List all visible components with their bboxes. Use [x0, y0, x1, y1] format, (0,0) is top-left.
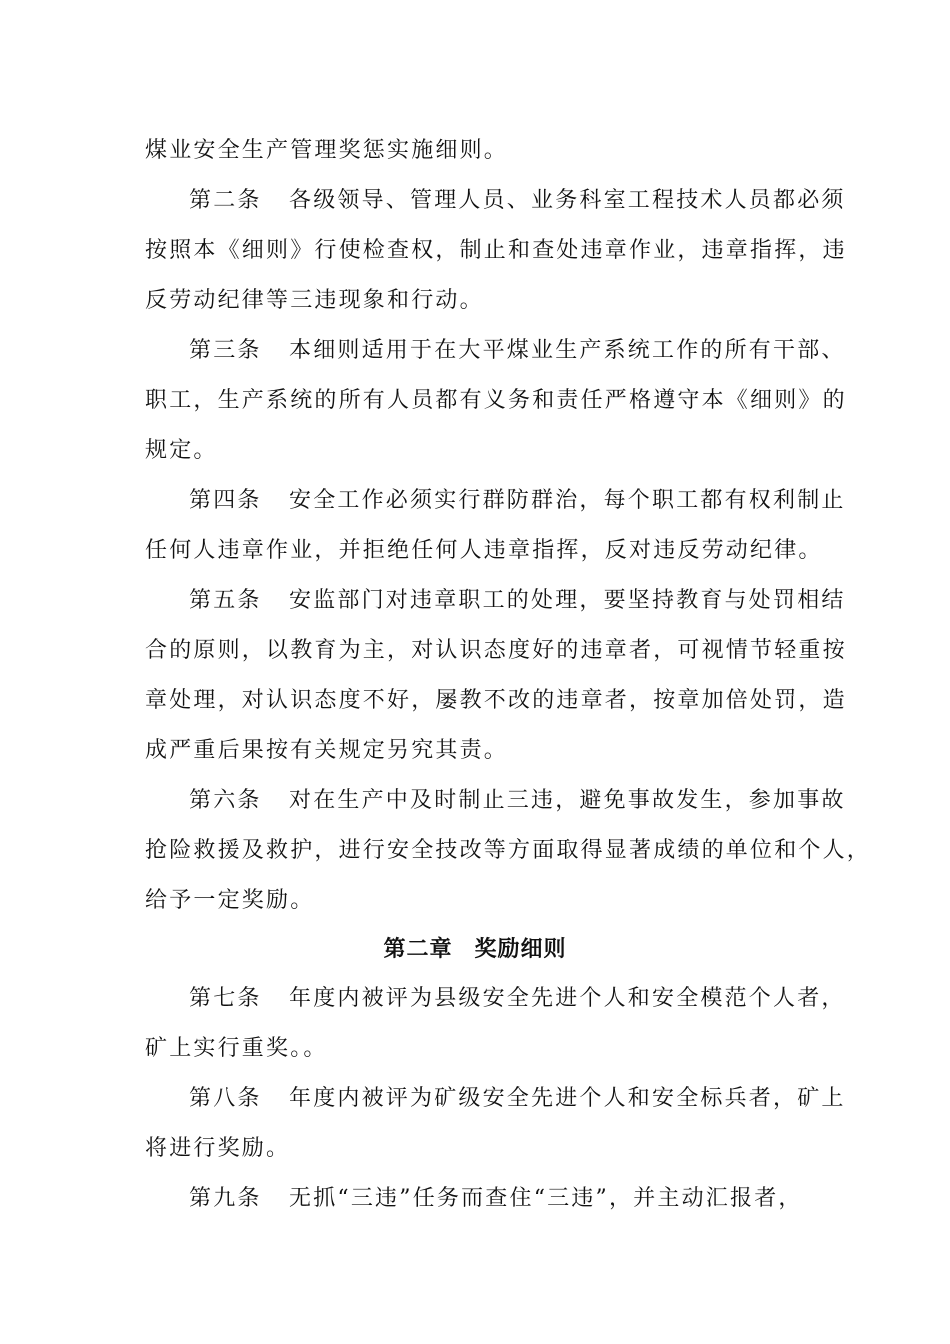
article-line — [145, 1084, 879, 1114]
line-text: 职工，生产系统的所有人员都有义务和责任严格遵守本《细则》的 — [145, 388, 847, 413]
text-line — [145, 836, 872, 866]
text-line — [145, 886, 835, 916]
line-text: 安监部门对违章职工的处理，要坚持教育与处罚相结 — [289, 588, 846, 613]
line-text: 反劳动纪律等三违现象和行动。 — [145, 288, 484, 313]
article-line — [145, 486, 879, 516]
line-text: 章处理，对认识态度不好，屡教不改的违章者，按章加倍处罚，造 — [145, 688, 847, 713]
article-number: 第二条 — [189, 188, 262, 213]
article-line — [145, 186, 879, 216]
line-text: 抢险救援及救护，进行安全技改等方面取得显著成绩的单位和个人， — [145, 838, 872, 863]
chapter-title: 奖励细则 — [474, 936, 567, 962]
article-number: 第九条 — [189, 1186, 262, 1211]
line-text: 各级领导、管理人员、业务科室工程技术人员都必须 — [289, 188, 846, 213]
line-text: 给予一定奖励。 — [145, 888, 315, 913]
article-number: 第六条 — [189, 788, 262, 813]
article-number: 第四条 — [189, 488, 262, 513]
article-line — [145, 1184, 879, 1214]
chapter-number: 第二章 — [383, 936, 453, 962]
chapter-heading — [0, 934, 950, 964]
text-line — [145, 136, 835, 166]
article-line — [145, 786, 879, 816]
line-text: 对在生产中及时制止三违，避免事故发生，参加事故 — [289, 788, 846, 813]
text-line — [145, 1134, 835, 1164]
article-line — [145, 336, 879, 366]
article-number: 第五条 — [189, 588, 262, 613]
line-text: 年度内被评为县级安全先进个人和安全模范个人者， — [289, 986, 846, 1011]
line-text: 合的原则，以教育为主，对认识态度好的违章者，可视情节轻重按 — [145, 638, 847, 663]
line-text: 安全工作必须实行群防群治，每个职工都有权利制止 — [289, 488, 846, 513]
text-line — [145, 736, 835, 766]
text-line — [145, 1034, 835, 1064]
line-text: 矿上实行重奖。。 — [145, 1036, 328, 1061]
text-line — [145, 236, 847, 266]
text-line — [145, 686, 847, 716]
text-line — [145, 436, 835, 466]
article-number: 第七条 — [189, 986, 262, 1011]
article-line — [145, 984, 879, 1014]
line-text: 任何人违章作业，并拒绝任何人违章指挥，反对违反劳动纪律。 — [145, 538, 823, 563]
text-line — [145, 386, 847, 416]
text-line — [145, 636, 847, 666]
article-number: 第三条 — [189, 338, 262, 363]
text-line — [145, 286, 835, 316]
line-text: 成严重后果按有关规定另究其责。 — [145, 738, 509, 763]
line-text: 本细则适用于在大平煤业生产系统工作的所有干部、 — [289, 338, 846, 363]
line-text: 将进行奖励。 — [145, 1136, 291, 1161]
line-text: 煤业安全生产管理奖惩实施细则。 — [145, 138, 509, 163]
text-line — [145, 536, 835, 566]
line-text: 无抓“三违”任务而查住“三违”，并主动汇报者， — [289, 1186, 803, 1211]
line-text: 年度内被评为矿级安全先进个人和安全标兵者，矿上 — [289, 1086, 846, 1111]
article-line — [145, 586, 879, 616]
line-text: 规定。 — [145, 438, 218, 463]
article-number: 第八条 — [189, 1086, 262, 1111]
line-text: 按照本《细则》行使检查权，制止和查处违章作业，违章指挥，违 — [145, 238, 847, 263]
